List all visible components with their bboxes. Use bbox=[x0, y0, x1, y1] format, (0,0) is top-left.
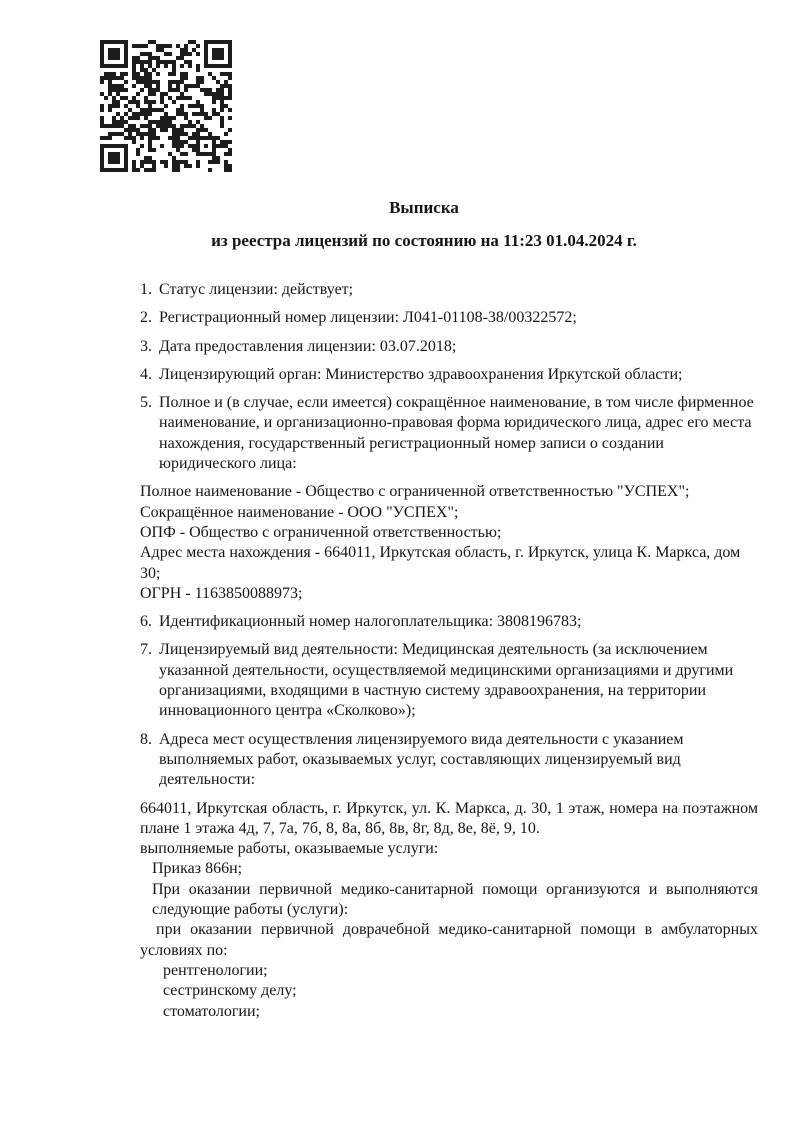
document-body bbox=[140, 280, 758, 1030]
item-text: Лицензирующий орган: Министерство здравоохранения Иркутской области; bbox=[159, 365, 683, 383]
item-number: 3. bbox=[140, 337, 152, 355]
numbered-item bbox=[140, 365, 758, 385]
text-line: стоматологии; bbox=[163, 1002, 260, 1020]
item-number: 5. bbox=[140, 394, 152, 412]
numbered-item bbox=[140, 337, 758, 357]
item-number: 1. bbox=[140, 281, 152, 298]
item-text: Статус лицензии: действует; bbox=[159, 281, 354, 298]
item-text: Полное и (в случае, если имеется) сокращённое наименование, в том числе фирменное наименование, и организационно-правовая форма юридического лица, адрес его места нахождения, государственный регистрационный номер записи о создании юридического лица: bbox=[159, 394, 754, 473]
item-text: Дата предоставления лицензии: 03.07.2018; bbox=[159, 337, 457, 355]
numbered-item bbox=[140, 393, 758, 474]
page-subtitle: из реестра лицензий по состоянию на 11:23 01.04.2024 г. bbox=[211, 231, 637, 250]
activity-addresses bbox=[140, 799, 758, 1022]
text-line: сестринскому делу; bbox=[163, 982, 297, 1000]
numbered-item bbox=[140, 612, 758, 632]
text-line: при оказании первичной доврачебной медико-санитарной помощи в амбулаторных условиях по: bbox=[140, 921, 758, 959]
item-number: 2. bbox=[140, 309, 152, 327]
numbered-item bbox=[140, 308, 758, 328]
text-line: 664011, Иркутская область, г. Иркутск, ул. К. Маркса, д. 30, 1 этаж, номера на поэтажном плане 1 этажа 4д, 7, 7а, 7б, 8, 8а, 8б, 8в, 8г, 8д, 8е, 8ё, 9, 10. bbox=[140, 799, 758, 837]
qr-code-icon bbox=[100, 40, 232, 172]
qr-code-graphic bbox=[100, 40, 232, 172]
item-text: Адреса мест осуществления лицензируемого вида деятельности с указанием выполняемых работ, оказываемых услуг, составляющих лицензируемый вид деятельности: bbox=[159, 730, 684, 789]
item-text: Идентификационный номер налогоплательщика: 3808196783; bbox=[159, 613, 582, 631]
numbered-item bbox=[140, 730, 758, 791]
item-text: Лицензируемый вид деятельности: Медицинская деятельность (за исключением указанной деятельности, осуществляемой медицинскими организациями и другими организациями, входящими в частную систему здравоохранения, на территории инновационного центра «Сколково»); bbox=[159, 641, 734, 720]
text-line: Приказ 866н; bbox=[152, 860, 243, 878]
numbered-item bbox=[140, 640, 758, 721]
text-line: выполняемые работы, оказываемые услуги: bbox=[140, 840, 439, 858]
text-line: Адрес места нахождения - 664011, Иркутская область, г. Иркутск, улица К. Маркса, дом 30; bbox=[140, 544, 741, 582]
item-number: 6. bbox=[140, 613, 152, 631]
text-line: Сокращённое наименование - ООО "УСПЕХ"; bbox=[140, 503, 459, 521]
document-header bbox=[93, 197, 755, 252]
item-number: 7. bbox=[140, 641, 152, 659]
item-number: 8. bbox=[140, 730, 152, 748]
item-number: 4. bbox=[140, 365, 152, 383]
text-line: рентгенологии; bbox=[163, 961, 268, 979]
text-line: Полное наименование - Общество с ограниченной ответственностью "УСПЕХ"; bbox=[140, 483, 690, 501]
item-text: Регистрационный номер лицензии: Л041-01108-38/00322572; bbox=[159, 309, 577, 327]
text-line: ОГРН - 1163850088973; bbox=[140, 584, 303, 602]
text-line: При оказании первичной медико-санитарной помощи организуются и выполняются следующие работы (услуги): bbox=[152, 880, 758, 919]
page-title: Выписка bbox=[389, 198, 459, 217]
organization-details bbox=[140, 482, 758, 604]
text-line: ОПФ - Общество с ограниченной ответственностью; bbox=[140, 523, 502, 541]
numbered-item bbox=[140, 280, 758, 300]
